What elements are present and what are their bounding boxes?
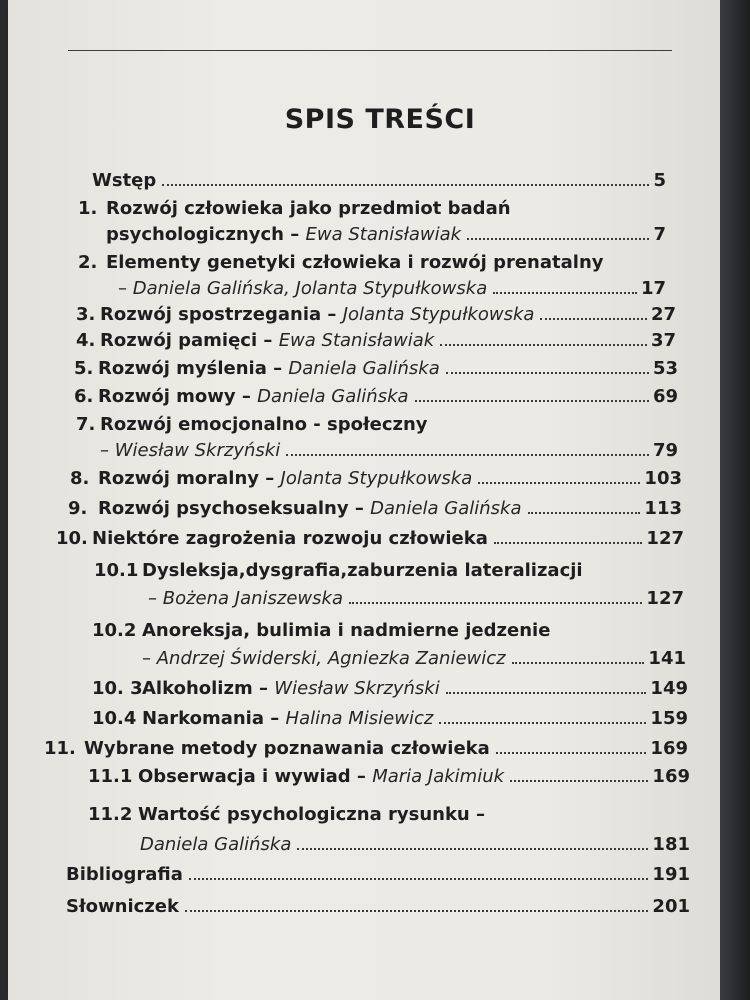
toc-entry (92, 678, 688, 702)
toc-entry-author: Ewa Stanisławiak (305, 224, 462, 245)
toc-entry-page-number: 27 (650, 304, 676, 325)
toc-entry-title: Niektóre zagrożenia rozwoju człowieka (92, 528, 488, 549)
toc-entry-author: Halina Misiewicz (285, 708, 434, 729)
toc-entry (92, 170, 666, 194)
toc-entry-separator: – (283, 224, 306, 245)
toc-entry-title: Rozwój myślenia (98, 358, 267, 379)
toc-entry-number: 10.1 (94, 560, 139, 581)
toc-entry-title: Wartość psychologiczna rysunku – (138, 804, 486, 825)
toc-entry (76, 304, 676, 328)
toc-entry-page-number: 191 (652, 864, 690, 885)
toc-entry (66, 864, 690, 888)
header-rule (68, 50, 672, 51)
toc-dot-leader (440, 344, 647, 346)
toc-entry-page-number: 141 (648, 648, 686, 669)
toc-entry-number: 3. (76, 304, 96, 325)
toc-entry (68, 498, 682, 522)
toc-dot-leader (510, 780, 648, 782)
toc-entry-title: Rozwój moralny (98, 468, 259, 489)
toc-entry (140, 834, 690, 858)
toc-entry-separator: – (252, 678, 275, 699)
toc-entry-title: Rozwój psychoseksualny (98, 498, 349, 519)
toc-entry-number: 10. 3 (92, 678, 143, 699)
toc-entry-title: Słowniczek (66, 896, 179, 917)
toc-entry-separator: – (148, 588, 163, 609)
toc-dot-leader (162, 184, 649, 186)
toc-entry-page-number: 127 (646, 588, 684, 609)
toc-entry (106, 224, 666, 248)
toc-entry-title: Alkoholizm (142, 678, 253, 699)
toc-entry-title: Obserwacja i wywiad (138, 766, 351, 787)
toc-entry (78, 198, 666, 222)
toc-dot-leader (496, 752, 647, 754)
toc-entry (74, 386, 678, 410)
toc-entry (94, 560, 684, 584)
toc-entry-page-number: 169 (652, 766, 690, 787)
toc-entry-separator: – (100, 440, 115, 461)
toc-entry-number: 11.2 (88, 804, 133, 825)
toc-entry-page-number: 169 (650, 738, 688, 759)
toc-entry-page-number: 113 (644, 498, 682, 519)
toc-entry-separator: – (257, 330, 279, 351)
toc-entry-title: Rozwój człowieka jako przedmiot badań (106, 198, 511, 219)
toc-entry-number: 11. (44, 738, 76, 759)
toc-entry (92, 620, 686, 644)
toc-entry-page-number: 159 (650, 708, 688, 729)
background-surface (720, 0, 750, 1000)
toc-entry-separator: – (235, 386, 258, 407)
toc-dot-leader (512, 662, 645, 664)
toc-entry-number: 5. (74, 358, 94, 379)
toc-entry-separator: – (259, 468, 281, 489)
toc-entry-title: Rozwój mowy (98, 386, 236, 407)
toc-entry-author: Bożena Janiszewska (162, 588, 343, 609)
toc-dot-leader (349, 602, 642, 604)
toc-dot-leader (478, 482, 640, 484)
toc-entry-title: Rozwój emocjonalno - społeczny (100, 414, 428, 435)
toc-entry-author: Daniela Galińska (370, 498, 522, 519)
toc-entry-author: Daniela Galińska (257, 386, 409, 407)
toc-entry-author: Daniela Galińska (140, 834, 292, 855)
toc-dot-leader (415, 400, 649, 402)
toc-entry-separator: – (142, 648, 157, 669)
toc-entry (118, 278, 666, 302)
toc-dot-leader (528, 512, 641, 514)
toc-entry-number: 6. (74, 386, 94, 407)
toc-entry-page-number: 181 (652, 834, 690, 855)
toc-entry (74, 358, 678, 382)
toc-entry-author: Jolanta Stypułkowska (280, 468, 473, 489)
toc-dot-leader (286, 454, 649, 456)
toc-entry-separator: – (321, 304, 343, 325)
toc-entry-title: Elementy genetyki człowieka i rozwój prenatalny (106, 252, 604, 273)
toc-entry-number: 8. (70, 468, 90, 489)
toc-entry-title: Bibliografia (66, 864, 183, 885)
toc-dot-leader (467, 238, 649, 240)
toc-entry-number: 10.4 (92, 708, 137, 729)
toc-entry-page-number: 7 (653, 224, 666, 245)
toc-entry-title: Rozwój pamięci (100, 330, 258, 351)
toc-dot-leader (493, 292, 637, 294)
toc-entry-number: 11.1 (88, 766, 133, 787)
toc-entry-author: Wiesław Skrzyński (114, 440, 281, 461)
toc-entry (66, 896, 690, 920)
toc-entry-number: 2. (78, 252, 98, 273)
toc-dot-leader (540, 318, 647, 320)
toc-entry-separator: – (118, 278, 133, 299)
toc-entry-author: Ewa Stanisławiak (278, 330, 435, 351)
toc-entry-title: Wstęp (92, 170, 157, 191)
toc-entry-author: Wiesław Skrzyński (274, 678, 440, 699)
toc-entry-author: Daniela Galińska, Jolanta Stypułkowska (132, 278, 488, 299)
toc-entry (78, 252, 666, 276)
toc-entry-title: Wybrane metody poznawania człowieka (84, 738, 490, 759)
toc-entry-number: 9. (68, 498, 88, 519)
toc-entry (44, 738, 688, 762)
toc-entry-number: 4. (76, 330, 96, 351)
toc-entry (100, 440, 678, 464)
toc-entry-page-number: 53 (652, 358, 678, 379)
toc-entry-title: Anoreksja, bulimia i nadmierne jedzenie (142, 620, 551, 641)
toc-entry (92, 708, 688, 732)
toc-dot-leader (446, 692, 647, 694)
toc-entry (88, 766, 690, 790)
toc-entry (56, 528, 684, 552)
toc-entry-author: Jolanta Stypułkowska (342, 304, 535, 325)
toc-entry-number: 1. (78, 198, 98, 219)
page-title: SPIS TREŚCI (284, 104, 476, 135)
toc-entry-author: Daniela Galińska (288, 358, 440, 379)
toc-entry-page-number: 17 (640, 278, 666, 299)
toc-entry (142, 648, 686, 672)
toc-entry (88, 804, 690, 828)
toc-entry-separator: – (266, 358, 289, 379)
toc-dot-leader (494, 542, 643, 544)
toc-entry-page-number: 103 (644, 468, 682, 489)
toc-entry (76, 330, 676, 354)
toc-entry-title: psychologicznych (106, 224, 284, 245)
toc-entry-page-number: 201 (652, 896, 690, 917)
toc-entry-page-number: 127 (646, 528, 684, 549)
toc-entry-number: 10.2 (92, 620, 137, 641)
toc-dot-leader (185, 910, 648, 912)
toc-entry (76, 414, 678, 438)
toc-entry-author: Andrzej Świderski, Agniezka Zaniewicz (156, 648, 506, 669)
toc-entry-page-number: 69 (652, 386, 678, 407)
toc-dot-leader (446, 372, 649, 374)
toc-entry-title: Narkomania (142, 708, 264, 729)
toc-entry-number: 7. (76, 414, 96, 435)
toc-entry (70, 468, 682, 492)
toc-entry-separator: – (348, 498, 371, 519)
toc-entry-page-number: 5 (653, 170, 666, 191)
toc-entry (148, 588, 684, 612)
toc-entry-separator: – (350, 766, 373, 787)
toc-entry-title: Dysleksja,dysgrafia,zaburzenia lateralizacji (142, 560, 583, 581)
toc-dot-leader (439, 722, 646, 724)
toc-entry-title: Rozwój spostrzegania (100, 304, 322, 325)
toc-entry-author: Maria Jakimiuk (372, 766, 505, 787)
toc-entry-separator: – (263, 708, 286, 729)
toc-entry-page-number: 79 (652, 440, 678, 461)
toc-entry-number: 10. (56, 528, 88, 549)
toc-entry-page-number: 149 (650, 678, 688, 699)
toc-dot-leader (189, 878, 649, 880)
toc-dot-leader (297, 848, 648, 850)
toc-entry-page-number: 37 (650, 330, 676, 351)
